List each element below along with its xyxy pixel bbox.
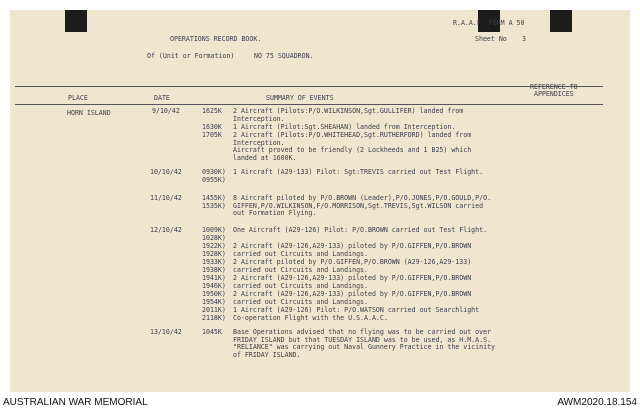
entry-summary: Base Operations advised that no flying was to be carried out over FRIDAY ISLAND but that TUESDAY ISLAND was to be used, as H.M.A.S. "RELIANCE" was carrying out Naval Gunnery Practice in the vicinity of FRIDAY ISLAND. (233, 328, 496, 359)
entry-summary: One Aircraft (A29-126) Pilot: P/O.BROWN carried out Test Flight. (233, 226, 488, 234)
column-reference: REFERENCE TO APPENDICES (530, 83, 578, 99)
column-date: DATE (154, 94, 170, 102)
entry-date: 11/10/42 (150, 194, 182, 202)
entry-time: 1941K) 1946K) (202, 274, 226, 290)
entry-date: 9/10/42 (152, 107, 180, 115)
entry-summary: 2 Aircraft (A29-126,A29-133) piloted by P/O.GIFFEN,P/O.BROWN carried out Circuits and Landings. (233, 274, 472, 290)
sheet-number: 3 (522, 35, 526, 43)
entry-summary: 2 Aircraft piloted by P/O.GIFFEN,P/O.BROWN (A29-126,A29-133) carried out Circuits and Landings. (233, 258, 472, 274)
entry-time: 1455K) 1535K) (202, 194, 226, 210)
entry-time: 1045K (202, 328, 222, 336)
entry-summary: 8 Aircraft piloted by P/O.BROWN (Leader),P/O.JONES,P/O.GOULD,P/O. GIFFEN,P/O.WILKINSON,F/O.MORRISON,Sgt.TREVIS,Sgt.WILSON carried out Formation Flying. (233, 194, 492, 218)
entry-date: 13/10/42 (150, 328, 182, 336)
column-place: PLACE (68, 94, 88, 102)
form-id: R.A.A.F. FORM A 50 (453, 19, 525, 27)
place-value: HORN ISLAND (67, 109, 111, 117)
entry-time: 1950K) 1954K) (202, 290, 226, 306)
entry-summary: 2 Aircraft (A29-126,A29-133) piloted by P/O.GIFFEN,P/O.BROWN carried out Circuits and Landings. (233, 290, 472, 306)
entry-summary: 2 Aircraft (Pilots:P/O.WILKINSON,Sgt.GULLIFER) landed from Interception. (233, 107, 464, 123)
binding-tab (550, 10, 572, 32)
entry-time: 2011K) 2118K) (202, 306, 226, 322)
entry-summary: 1 Aircraft (Pilot:Sgt.SHEAHAN) landed from Interception. (233, 123, 456, 131)
sheet-label: Sheet No (475, 35, 507, 43)
binding-tab (65, 10, 87, 32)
page-title: OPERATIONS RECORD BOOK. (170, 35, 262, 43)
entry-summary: 1 Aircraft (A29-133) Pilot: Sgt:TREVIS carried out Test Flight. (233, 168, 484, 176)
unit-value: NO 75 SQUADRON. (254, 52, 314, 60)
entry-time: 1625K (202, 107, 222, 115)
entry-time: 0930K) 0955K) (202, 168, 226, 184)
entry-summary: 1 Aircraft (A29-126) Pilot: P/O.WATSON carried out Searchlight Co-operation Flight with the U.S.A.A.C. (233, 306, 480, 322)
archive-reference: AWM2020.18.154 (557, 397, 637, 408)
unit-label: Of (Unit or Formation) (147, 52, 235, 60)
caption-bar (0, 394, 640, 409)
entry-date: 10/10/42 (150, 168, 182, 176)
header-rule (15, 104, 603, 105)
entry-time: 1705K (202, 131, 222, 139)
entry-summary: 2 Aircraft (Pilots:P/O.WHITEHEAD,Sgt.RUTHERFORD) landed from Interception. Aircraft proved to be friendly (2 Lockheeds and 1 B25) which landed at 1600K. (233, 131, 472, 162)
archive-name: AUSTRALIAN WAR MEMORIAL (3, 397, 148, 408)
entry-date: 12/10/42 (150, 226, 182, 234)
column-summary: SUMMARY OF EVENTS (266, 94, 334, 102)
record-sheet (10, 10, 630, 392)
entry-time: 1009K) 1028K) (202, 226, 226, 242)
entry-time: 1630K (202, 123, 222, 131)
entry-time: 1933K) 1938K) (202, 258, 226, 274)
entry-time: 1922K) 1928K) (202, 242, 226, 258)
header-rule (15, 86, 603, 87)
entry-summary: 2 Aircraft (A29-126,A29-133) piloted by P/O.GIFFEN,P/O.BROWN carried out Circuits and Landings. (233, 242, 472, 258)
